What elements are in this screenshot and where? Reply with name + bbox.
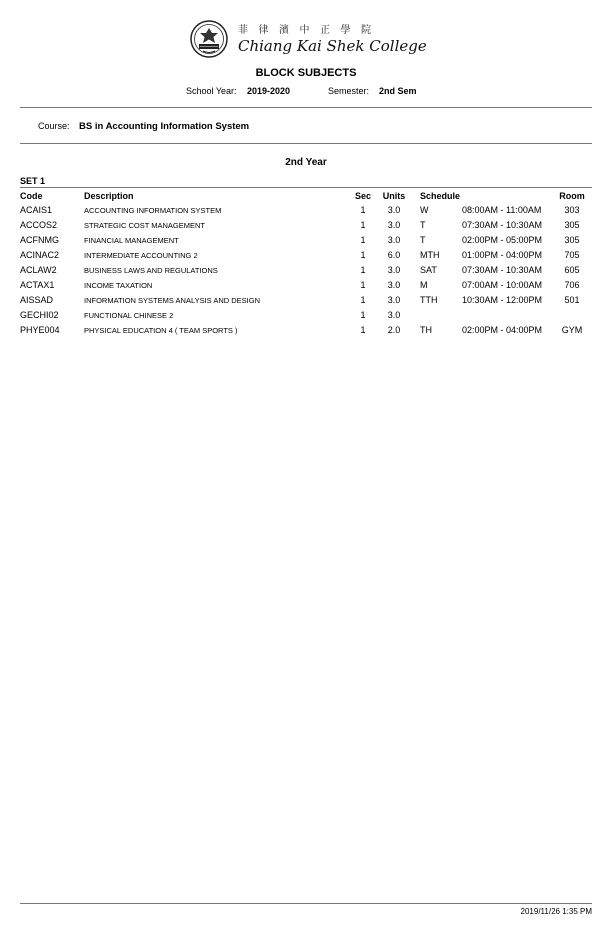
subject-sec: 1 — [360, 205, 366, 215]
schedule-time: 07:00AM - 10:00AM — [462, 280, 543, 290]
subject-sec: 1 — [360, 250, 366, 260]
subject-description: BUSINESS LAWS AND REGULATIONS — [84, 266, 218, 275]
subjects-table — [20, 205, 592, 340]
subject-code: ACCOS2 — [20, 220, 58, 230]
subject-sec: 1 — [360, 310, 366, 320]
college-name: Chiang Kai Shek College — [238, 37, 427, 55]
course-label: Course: — [38, 121, 70, 131]
table-header — [20, 191, 592, 202]
subject-code: GECHI02 — [20, 310, 59, 320]
subject-units: 3.0 — [387, 265, 401, 275]
schedule-time: 07:30AM - 10:30AM — [462, 265, 543, 275]
schedule-day: SAT — [420, 265, 437, 275]
subject-room: 303 — [564, 205, 580, 215]
schedule-time: 10:30AM - 12:00PM — [462, 295, 543, 305]
print-timestamp: 2019/11/26 1:35 PM — [520, 907, 592, 916]
page-title: BLOCK SUBJECTS — [255, 67, 357, 79]
subject-sec: 1 — [360, 220, 366, 230]
subject-sec: 1 — [360, 325, 366, 335]
schedule-time: 02:00PM - 04:00PM — [462, 325, 543, 335]
table-row — [20, 220, 592, 235]
subject-sec: 1 — [360, 235, 366, 245]
column-header-description: Description — [84, 191, 134, 201]
subject-description: INCOME TAXATION — [84, 281, 153, 290]
subject-description: INTERMEDIATE ACCOUNTING 2 — [84, 251, 198, 260]
semester-label: Semester: — [328, 86, 370, 96]
set-label: SET 1 — [20, 176, 46, 186]
subject-room: 705 — [564, 250, 580, 260]
subject-code: AISSAD — [20, 295, 54, 305]
table-row — [20, 265, 592, 280]
year-heading: 2nd Year — [285, 157, 327, 168]
subject-sec: 1 — [360, 265, 366, 275]
subject-description: STRATEGIC COST MANAGEMENT — [84, 221, 205, 230]
schedule-day: W — [420, 205, 429, 215]
school-year-label: School Year: — [186, 86, 237, 96]
column-header-schedule: Schedule — [420, 191, 461, 201]
subject-code: ACLAW2 — [20, 265, 57, 275]
subject-description: FINANCIAL MANAGEMENT — [84, 236, 179, 245]
subject-units: 3.0 — [387, 235, 401, 245]
subject-description: INFORMATION SYSTEMS ANALYSIS AND DESIGN — [84, 296, 261, 305]
schedule-day: T — [420, 220, 426, 230]
college-chinese-name: 菲律濱中正學院 — [238, 25, 382, 36]
table-row — [20, 205, 592, 220]
schedule-day: TTH — [420, 295, 438, 305]
subject-description: ACCOUNTING INFORMATION SYSTEM — [84, 206, 222, 215]
subject-code: ACTAX1 — [20, 280, 55, 290]
subject-sec: 1 — [360, 295, 366, 305]
schedule-time: 07:30AM - 10:30AM — [462, 220, 543, 230]
table-row — [20, 295, 592, 310]
subject-room: 305 — [564, 220, 580, 230]
subject-units: 6.0 — [387, 250, 401, 260]
school-year-value: 2019-2020 — [247, 86, 291, 96]
schedule-day: M — [420, 280, 428, 290]
subject-units: 3.0 — [387, 310, 401, 320]
subject-code: PHYE004 — [20, 325, 60, 335]
column-header-sec: Sec — [354, 191, 371, 201]
subject-room: 501 — [564, 295, 580, 305]
table-row — [20, 280, 592, 295]
schedule-time: 02:00PM - 05:00PM — [462, 235, 543, 245]
table-row — [20, 250, 592, 265]
schedule-day: T — [420, 235, 426, 245]
divider — [20, 107, 592, 108]
column-header-units: Units — [382, 191, 406, 201]
subject-units: 3.0 — [387, 295, 401, 305]
subject-code: ACINAC2 — [20, 250, 60, 260]
column-header-code: Code — [20, 191, 43, 201]
college-logo — [190, 20, 427, 60]
subject-room: 706 — [564, 280, 580, 290]
divider — [20, 143, 592, 144]
subject-units: 3.0 — [387, 280, 401, 290]
subject-description: PHYSICAL EDUCATION 4 ( TEAM SPORTS ) — [84, 326, 238, 335]
subject-code: ACAIS1 — [20, 205, 53, 215]
table-row — [20, 325, 592, 340]
subject-room: 605 — [564, 265, 580, 275]
table-row — [20, 235, 592, 250]
subject-sec: 1 — [360, 280, 366, 290]
subject-code: ACFNMG — [20, 235, 59, 245]
semester-value: 2nd Sem — [379, 86, 417, 96]
schedule-time: 08:00AM - 11:00AM — [462, 205, 542, 215]
course-value: BS in Accounting Information System — [79, 121, 250, 132]
column-header-room: Room — [559, 191, 585, 201]
subject-units: 3.0 — [387, 220, 401, 230]
table-header-divider — [20, 187, 592, 188]
schedule-time: 01:00PM - 04:00PM — [462, 250, 543, 260]
schedule-day: TH — [420, 325, 432, 335]
subject-units: 2.0 — [387, 325, 401, 335]
table-row — [20, 310, 592, 325]
college-seal-icon — [190, 20, 228, 58]
schedule-day: MTH — [420, 250, 440, 260]
subject-room: GYM — [561, 325, 583, 335]
subject-units: 3.0 — [387, 205, 401, 215]
footer-divider — [20, 903, 592, 904]
subject-description: FUNCTIONAL CHINESE 2 — [84, 311, 174, 320]
subject-room: 305 — [564, 235, 580, 245]
